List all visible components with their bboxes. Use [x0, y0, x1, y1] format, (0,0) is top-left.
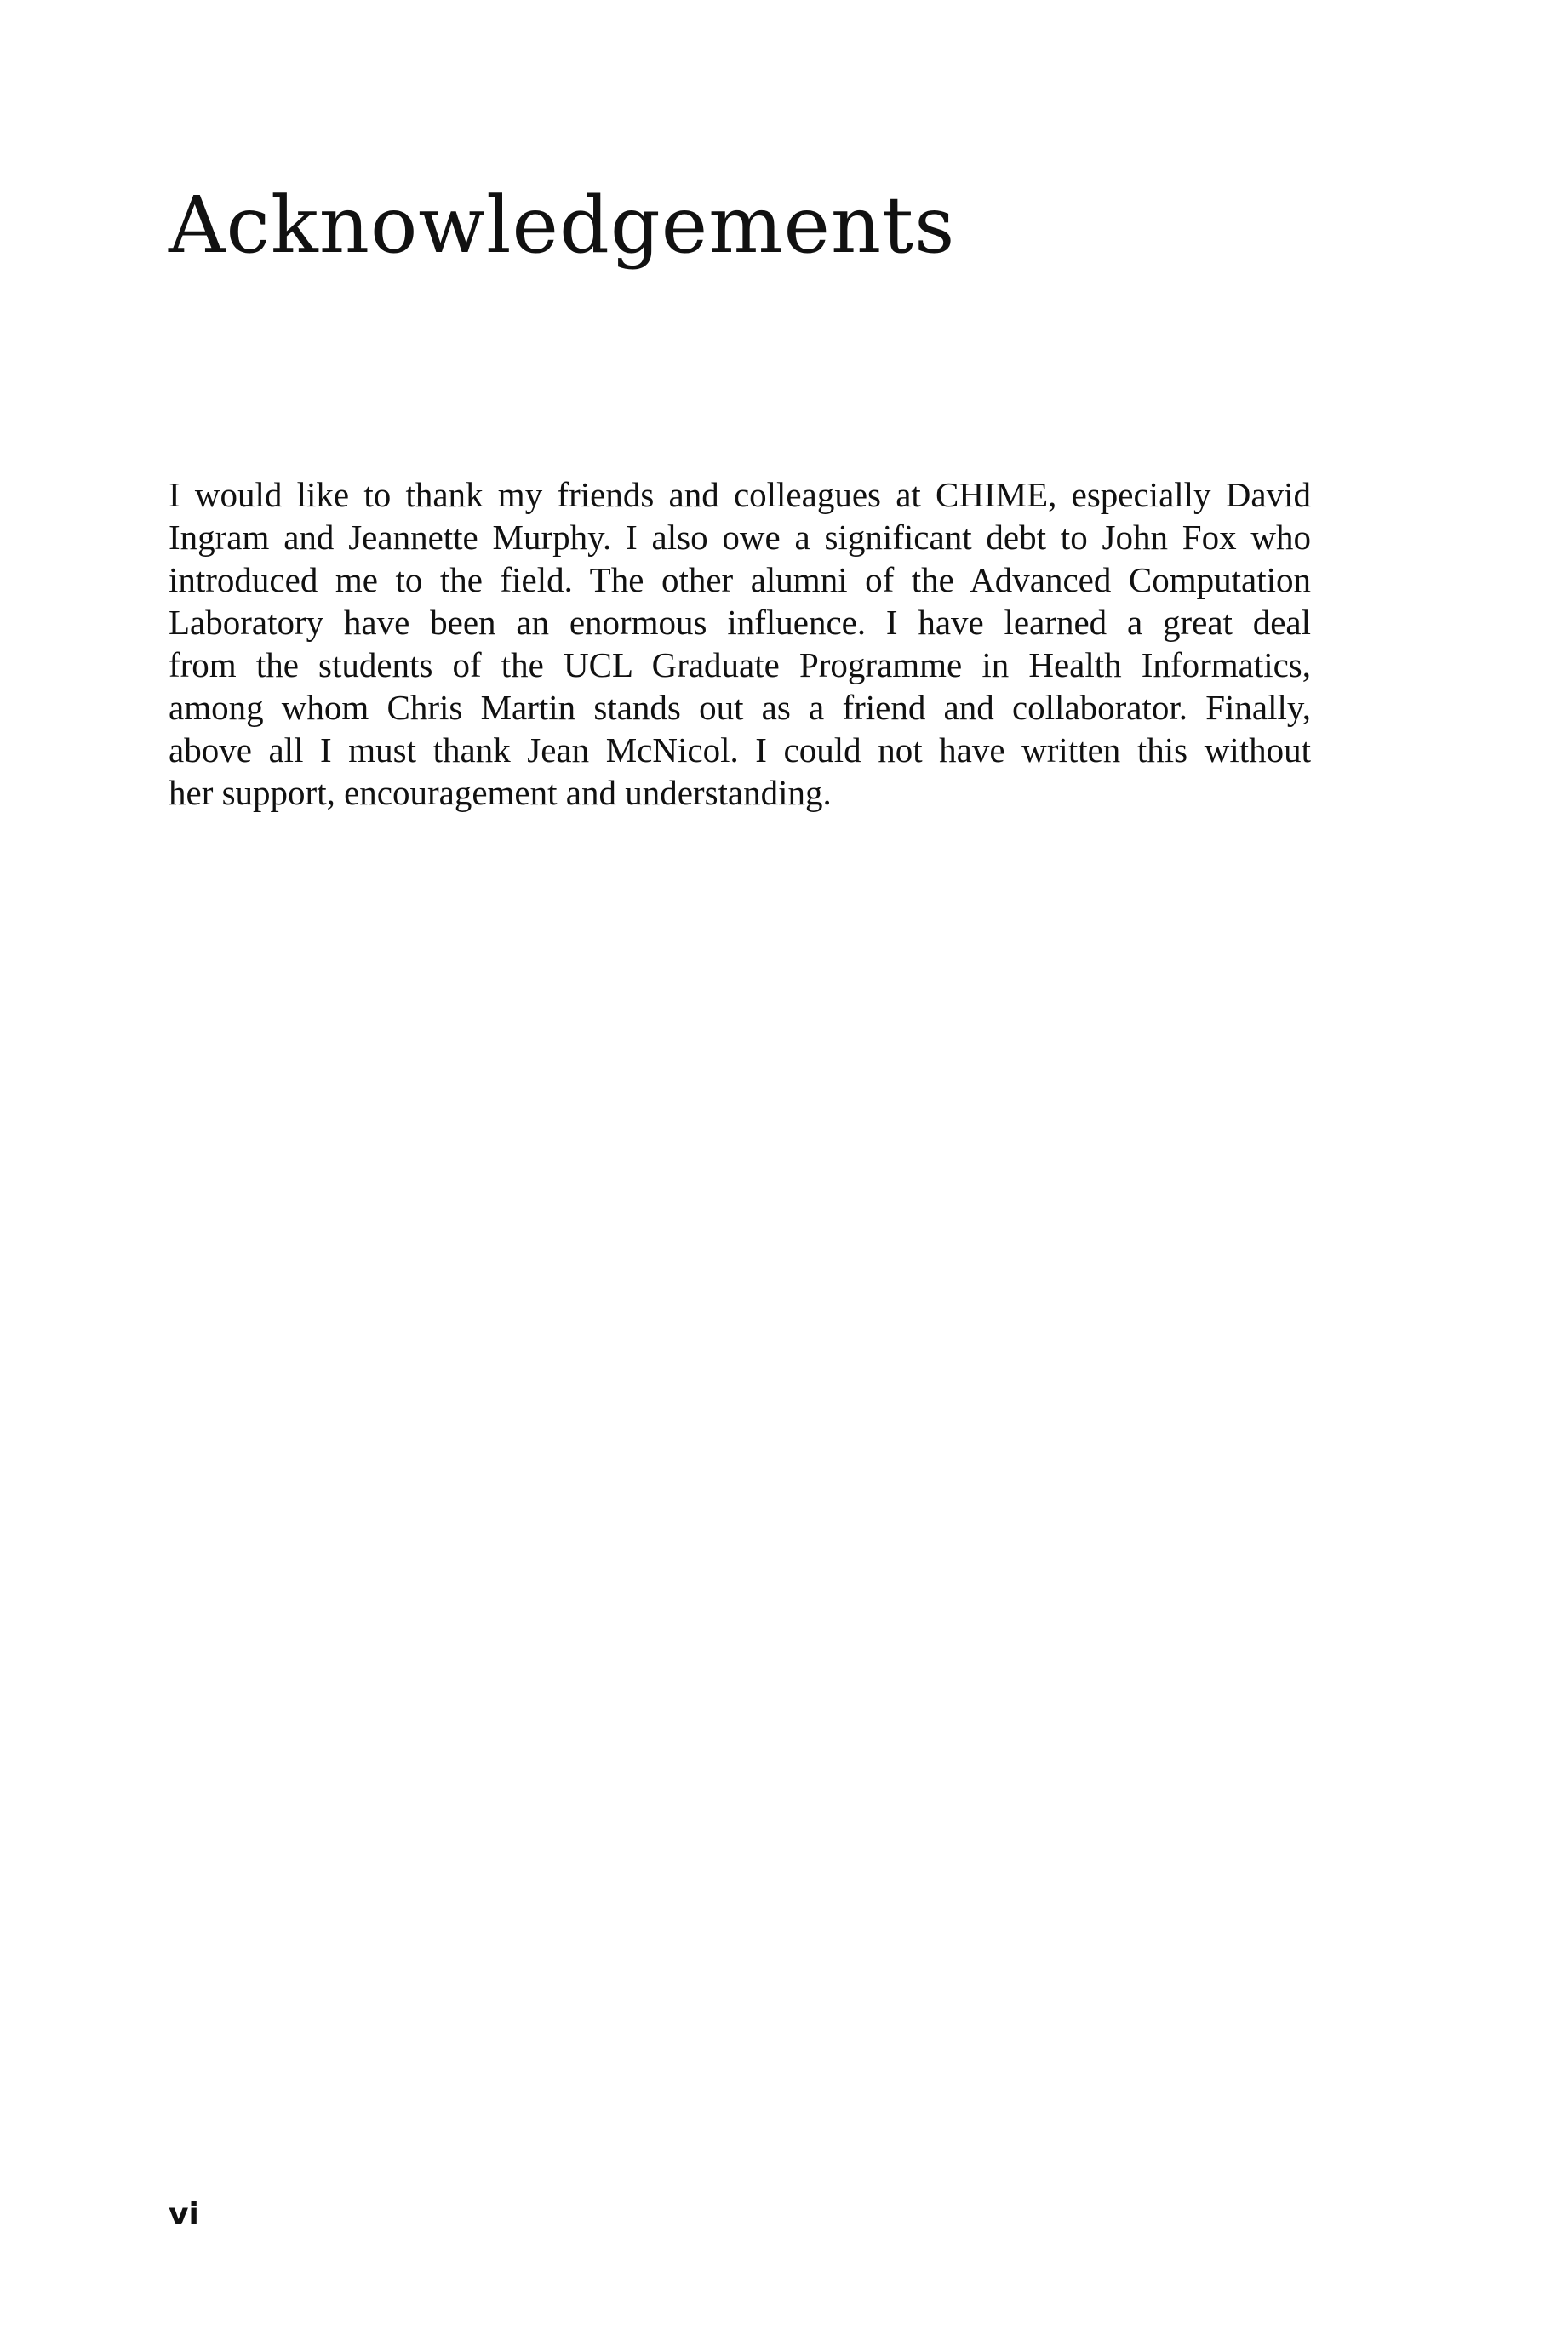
paragraph-line: among whom Chris Martin stands out as a friend and collaborator. Finally,	[169, 688, 1311, 727]
page-title: Acknowledgements	[169, 180, 956, 271]
page-number: vi	[169, 2197, 199, 2232]
paragraph-line: from the students of the UCL Graduate Programme in Health Informatics,	[169, 645, 1311, 684]
paragraph-line: her support, encouragement and understanding.	[169, 773, 832, 812]
paragraph-line: introduced me to the field. The other alumni of the Advanced Computation	[169, 560, 1311, 599]
paragraph-line: I would like to thank my friends and colleagues at CHIME, especially David	[169, 475, 1311, 514]
paragraph-line: Laboratory have been an enormous influence. I have learned a great deal	[169, 603, 1311, 642]
acknowledgements-paragraph	[169, 473, 1311, 814]
paragraph-line: above all I must thank Jean McNicol. I could not have written this without	[169, 730, 1311, 770]
paragraph-line: Ingram and Jeannette Murphy. I also owe a significant debt to John Fox who	[169, 518, 1311, 557]
